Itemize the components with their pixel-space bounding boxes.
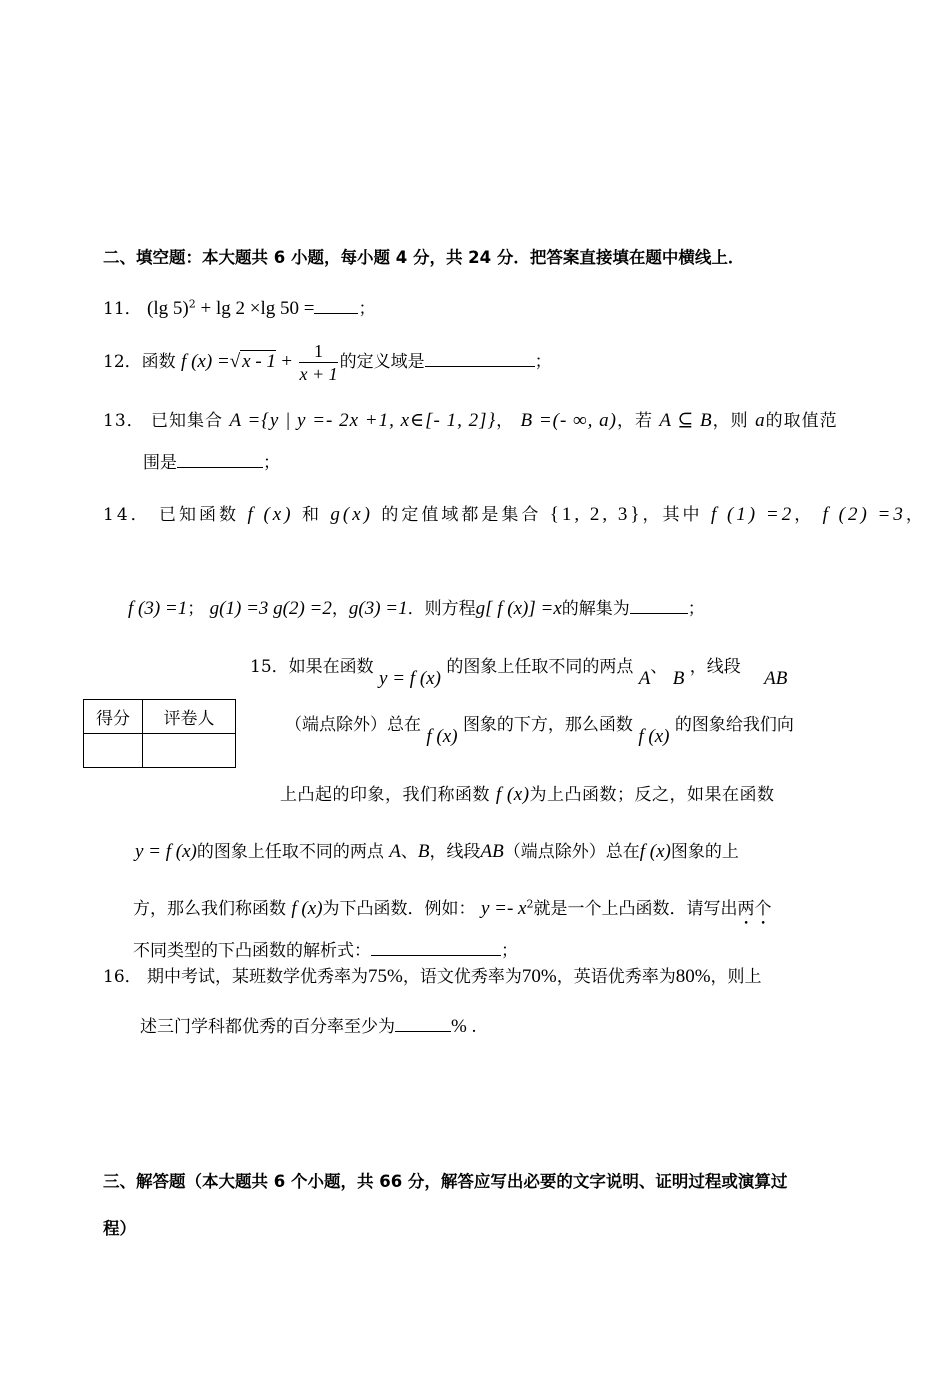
question-number: 14． xyxy=(103,505,151,525)
question-15-line3 xyxy=(280,780,775,806)
percent-value: 70% xyxy=(521,966,557,987)
question-15-line2 xyxy=(285,710,794,747)
text: 和 xyxy=(301,505,322,525)
text: 的取值范 xyxy=(765,411,838,431)
punct: ； xyxy=(187,599,205,619)
math-expr: f (x) = xyxy=(181,351,230,372)
question-number: 12．函数 xyxy=(103,352,176,372)
fraction-denominator: x + 1 xyxy=(299,364,338,384)
math-expr: f (x) xyxy=(638,726,670,747)
percent-value: 80% xyxy=(675,966,711,987)
punct: ； xyxy=(358,299,376,319)
question-11 xyxy=(103,294,375,320)
text: 就是一个上凸函数．请写出 xyxy=(533,899,738,919)
text: ．则方程 xyxy=(407,599,476,619)
score-table-header-score: 得分 xyxy=(84,700,143,734)
math-expr: y = f (x) xyxy=(135,841,197,862)
section3-heading: 三、解答题（本大题共 6 个小题，共 66 分，解答应写出必要的文字说明、证明过程或演算过 xyxy=(103,1172,788,1191)
text: 如果在函数 xyxy=(288,657,374,677)
punct: ； xyxy=(501,941,518,961)
text: （端点除外）总在 xyxy=(285,715,421,735)
text: ，语文优秀率为 xyxy=(402,967,522,987)
text: ，线段 xyxy=(689,657,741,677)
punct: 、 xyxy=(650,657,668,677)
question-15-line5 xyxy=(133,894,771,929)
math-expr: f (2) =3 xyxy=(822,504,906,525)
math-expr: A ⊆ B xyxy=(659,410,713,431)
text: ，其中 xyxy=(642,505,703,525)
text: 已知集合 xyxy=(151,411,224,431)
fraction-numerator: 1 xyxy=(299,340,337,363)
math-expr: + xyxy=(281,351,293,372)
punct: ； xyxy=(687,599,705,619)
answer-blank[interactable] xyxy=(630,597,688,614)
math-expr: {1, 2, 3} xyxy=(549,504,643,525)
math-sup: 2 xyxy=(526,897,534,911)
math-expr: f (x) xyxy=(291,898,323,919)
question-16-line2 xyxy=(140,1012,476,1038)
math-expr: f (x) xyxy=(426,726,458,747)
question-16 xyxy=(103,962,762,988)
text: 为上凸函数；反之，如果在函数 xyxy=(529,785,775,805)
math-expr: f (3) =1 xyxy=(128,598,188,619)
text: ，则上 xyxy=(710,967,762,987)
math-expr: g(x) xyxy=(330,504,373,525)
text: 述三门学科都优秀的百分率至少为 xyxy=(140,1017,395,1037)
math-sqrt: x - 1 xyxy=(242,351,276,372)
math-expr: B =(- ∞, a) xyxy=(520,410,617,431)
math-expr: (lg 5) xyxy=(147,298,189,319)
text: 为下凸函数．例如： xyxy=(322,899,476,919)
math-expr: A xyxy=(638,668,651,689)
punct: ； xyxy=(263,453,280,473)
math-expr: f (x) xyxy=(495,784,530,805)
text: 方，那么我们称函数 xyxy=(133,899,286,919)
math-expr: + lg 2 ×lg 50 = xyxy=(195,298,315,319)
score-cell[interactable] xyxy=(84,734,143,768)
score-table xyxy=(83,699,236,768)
math-expr: A ={y | y =- 2x +1, x∈[- 1, 2]} xyxy=(229,410,497,431)
text: ，线段 xyxy=(429,842,481,862)
text: ，若 xyxy=(616,411,653,431)
fraction xyxy=(299,340,337,385)
punct: ， xyxy=(794,505,815,525)
text: ，则 xyxy=(712,411,749,431)
question-number: 13． xyxy=(103,411,145,431)
section3-heading-line2: 程） xyxy=(103,1219,136,1238)
punct: ， xyxy=(496,411,515,431)
math-expr: f (x) xyxy=(247,504,294,525)
punct: 、 xyxy=(400,842,418,862)
math-expr: f (1) =2 xyxy=(710,504,795,525)
text: 上凸起的印象，我们称函数 xyxy=(280,785,490,805)
math-expr: AB xyxy=(764,668,788,689)
text: 期中考试，某班数学优秀率为 xyxy=(147,967,369,987)
text: 的解集为 xyxy=(561,599,630,619)
question-13 xyxy=(103,406,838,432)
math-expr: g(3) =1 xyxy=(348,598,408,619)
math-expr: y = f (x) xyxy=(379,668,441,689)
math-expr: AB xyxy=(480,841,504,862)
question-13-line2 xyxy=(143,448,280,473)
text: 的图象给我们向 xyxy=(674,715,794,735)
text: 的定义域是 xyxy=(339,352,425,372)
grader-cell[interactable] xyxy=(143,734,236,768)
math-expr: y =- x xyxy=(480,898,527,919)
section2-heading: 二、填空题：本大题共 6 小题，每小题 4 分，共 24 分．把答案直接填在题中横线上． xyxy=(103,248,745,267)
emphasis-text: 两个 xyxy=(737,899,772,919)
question-14 xyxy=(103,500,926,526)
question-15-line4 xyxy=(135,837,739,863)
text: 的定值域都是集合 xyxy=(381,505,542,525)
text: （端点除外）总在 xyxy=(503,842,640,862)
math-sup: 2 xyxy=(188,297,196,311)
question-12: 12．函数 f (x) =√ x - 1 + $\frac{1}{x + 1}$ 的定义域是 ； xyxy=(103,341,552,384)
question-number: 15． xyxy=(250,657,289,677)
math-expr: g(1) =3 g(2) =2 xyxy=(209,598,332,619)
punct: ； xyxy=(534,352,552,372)
text: 的图象上任取不同的两点 xyxy=(446,657,634,677)
punct: % . xyxy=(451,1016,477,1037)
question-number: 16． xyxy=(103,967,142,987)
math-expr: f (x) xyxy=(639,841,671,862)
answer-blank[interactable] xyxy=(177,451,263,468)
text: 图象的下方，那么函数 xyxy=(462,715,633,735)
text: 围是 xyxy=(143,453,177,473)
text: 不同类型的下凸函数的解析式： xyxy=(133,941,371,961)
answer-blank[interactable] xyxy=(425,350,535,367)
text: 图象的上 xyxy=(670,842,739,862)
math-expr: B xyxy=(672,668,685,689)
question-15-line6 xyxy=(133,936,518,961)
text: 已知函数 xyxy=(159,505,240,525)
punct: ， xyxy=(905,505,926,525)
question-14-line2: f (3) =1； g(1) =3 g(2) =2，g(3) =1．则方程g[ f (x)] =x的解集为 ； xyxy=(128,598,705,619)
math-expr: g[ f (x)] =x xyxy=(475,598,562,619)
text: 的图象上任取不同的两点 xyxy=(196,842,384,862)
text: ，英语优秀率为 xyxy=(556,967,676,987)
question-15 xyxy=(250,652,788,689)
math-expr: A xyxy=(389,841,401,862)
math-expr: a xyxy=(755,410,766,431)
percent-value: 75% xyxy=(368,966,403,987)
answer-blank[interactable] xyxy=(371,939,501,956)
score-table-header-grader: 评卷人 xyxy=(143,700,236,734)
answer-blank[interactable] xyxy=(314,297,358,314)
question-number: 11． xyxy=(103,299,142,319)
math-expr: B xyxy=(417,841,430,862)
answer-blank[interactable] xyxy=(395,1015,451,1032)
